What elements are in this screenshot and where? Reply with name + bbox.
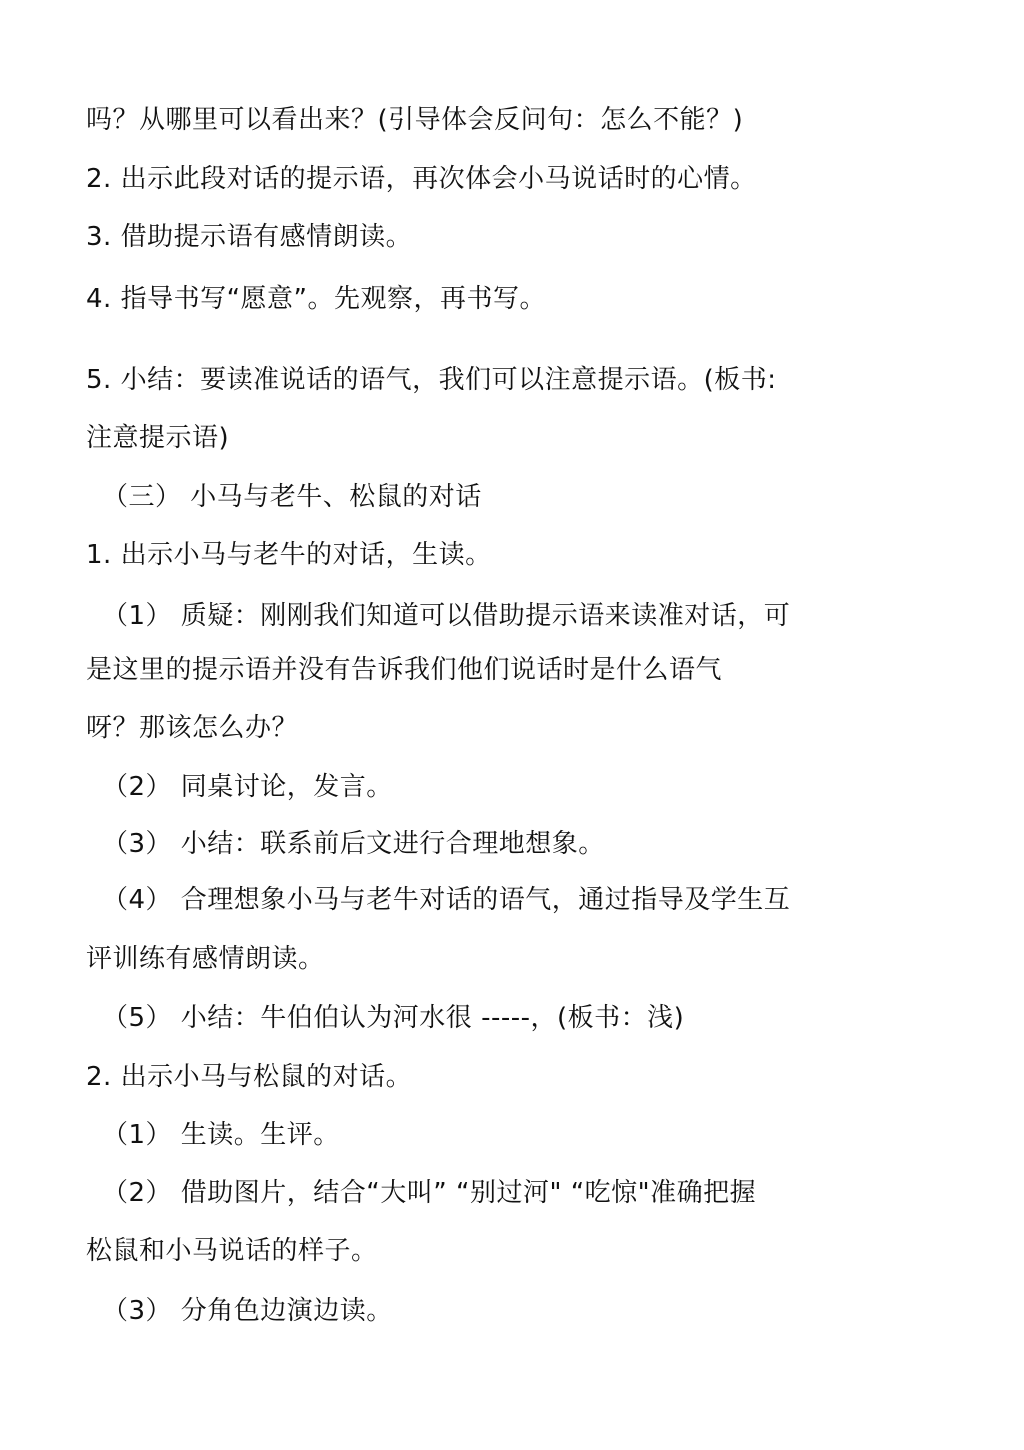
text-line: 1. 出示小马与老牛的对话，生读。 [86, 540, 492, 570]
text-line: （3） 小结：联系前后文进行合理地想象。 [102, 829, 605, 859]
text-line: （1） 生读。生评。 [102, 1120, 340, 1150]
text-line: 评训练有感情朗读。 [86, 944, 325, 974]
text-line: （1） 质疑：刚刚我们知道可以借助提示语来读准对话，可 [102, 601, 791, 631]
text-line: 3. 借助提示语有感情朗读。 [86, 222, 413, 252]
text-line: （2） 同桌讨论，发言。 [102, 772, 393, 802]
text-line: 4. 指导书写“愿意”。先观察，再书写。 [86, 284, 547, 314]
text-line: 呀？那该怎么办？ [86, 713, 299, 743]
text-line: （3） 分角色边演边读。 [102, 1296, 393, 1326]
text-line: （4） 合理想象小马与老牛对话的语气，通过指导及学生互 [102, 885, 791, 915]
text-line: 2. 出示此段对话的提示语，再次体会小马说话时的心情。 [86, 164, 757, 194]
text-line: 松鼠和小马说话的样子。 [86, 1236, 378, 1266]
text-line: 注意提示语) [86, 423, 230, 453]
section-heading: （三） 小马与老牛、松鼠的对话 [102, 482, 482, 512]
text-line: 2. 出示小马与松鼠的对话。 [86, 1062, 413, 1092]
text-line: （2） 借助图片，结合“大叫” “别过河" “吃惊"准确把握 [102, 1178, 757, 1208]
text-line: 5. 小结：要读准说话的语气，我们可以注意提示语。(板书: [86, 365, 777, 395]
text-line: 吗？从哪里可以看出来？(引导体会反问句：怎么不能？) [86, 105, 744, 135]
text-line: 是这里的提示语并没有告诉我们他们说话时是什么语气 [86, 655, 723, 685]
text-line: （5） 小结：牛伯伯认为河水很 -----，(板书：浅) [102, 1003, 685, 1033]
